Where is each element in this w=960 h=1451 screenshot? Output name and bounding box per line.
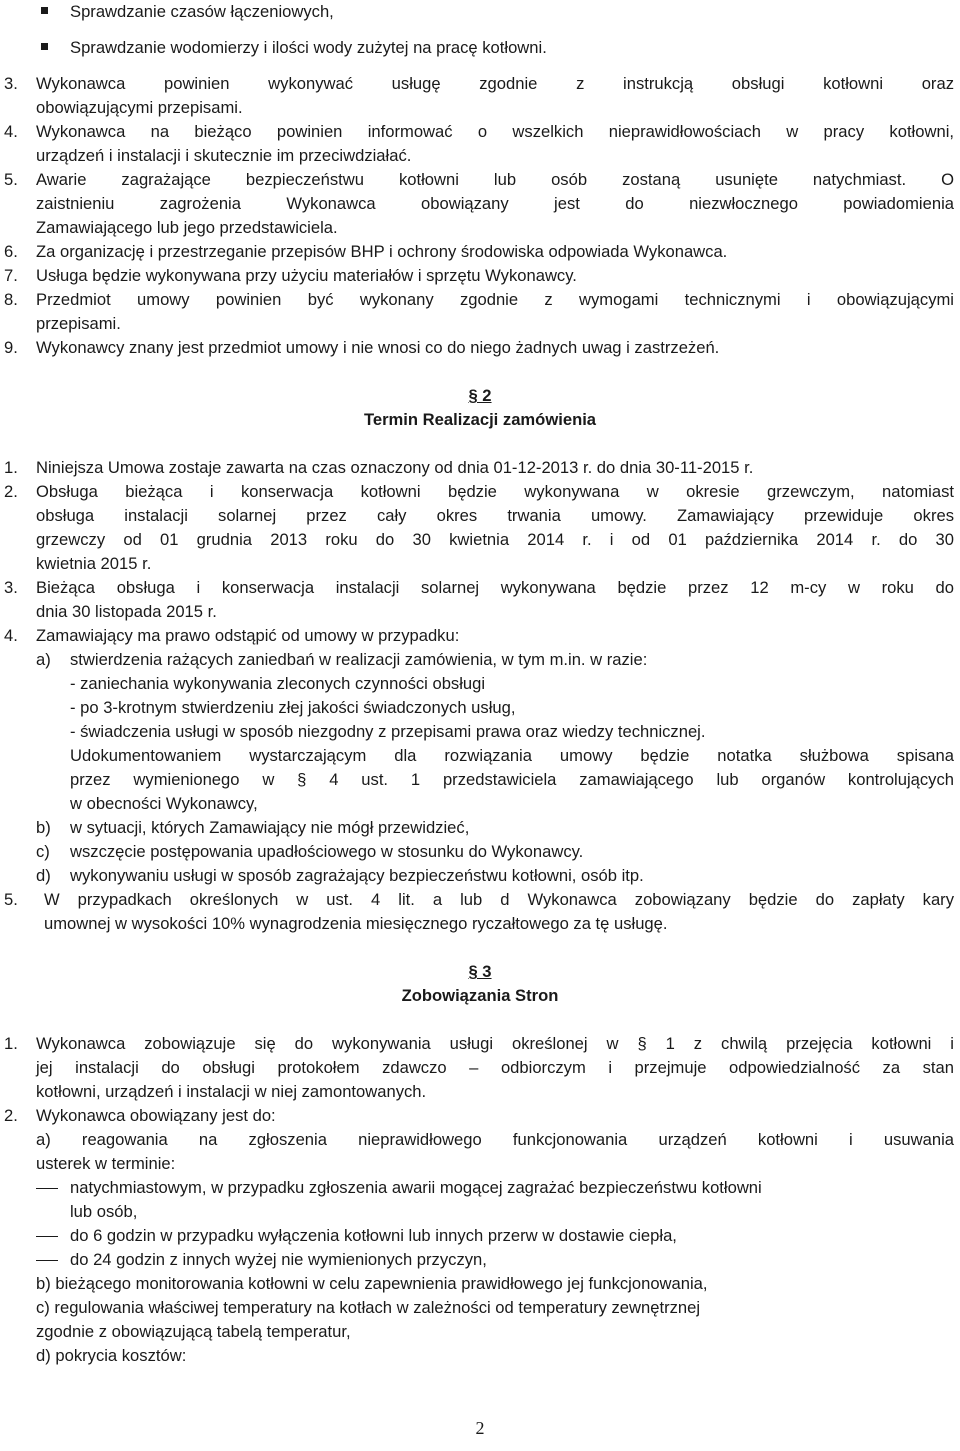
- item-text-line: Za organizację i przestrzeganie przepisów BHP i ochrony środowiska odpowiada Wykonawca.: [36, 242, 728, 261]
- sub-item-text: c) regulowania właściwej temperatury na kotłach w zależności od temperatury zewnętrznej: [36, 1298, 701, 1317]
- item-text-line: Przedmiot umowy powinien być wykonany zgodnie z wymogami technicznymi i obowiązującymi: [36, 290, 954, 309]
- item-text-line: Wykonawca na bieżąco powinien informować o wszelkich nieprawidłowościach w pracy kotłowni,: [36, 122, 954, 141]
- item-number: 4.: [4, 122, 18, 141]
- dash-item: do 6 godzin w przypadku wyłączenia kotłowni lub innych przerw w dostawie ciepła,: [70, 1226, 677, 1245]
- sub-item-text: usterek w terminie:: [36, 1154, 176, 1173]
- item-number: 3.: [4, 578, 18, 597]
- sub-item-text: a) reagowania na zgłoszenia nieprawidłowego funkcjonowania urządzeń kotłowni i usuwania: [36, 1130, 954, 1149]
- section-title: Termin Realizacji zamówienia: [363, 410, 597, 429]
- item-text-line: kwietnia 2015 r.: [36, 554, 152, 573]
- dash-item: - świadczenia usługi w sposób niezgodny z przepisami prawa oraz wiedzy technicznej.: [70, 722, 706, 741]
- dash-item: - po 3-krotnym stwierdzeniu złej jakości świadczonych usług,: [70, 698, 516, 717]
- paragraph-line: przez wymienionego w § 4 ust. 1 przedstawiciela zamawiającego lub organów kontrolujących: [70, 770, 954, 789]
- section-number: § 2: [468, 386, 492, 405]
- dash-item: lub osób,: [70, 1202, 138, 1221]
- item-text-line: jej instalacji do obsługi protokołem zdawczo – odbiorczym i przejmuje odpowiedzialność za stan: [36, 1058, 954, 1077]
- item-text-line: kotłowni, urządzeń i instalacji w niej zamontowanych.: [36, 1082, 427, 1101]
- item-text-line: Wykonawca powinien wykonywać usługę zgodnie z instrukcją obsługi kotłowni oraz: [36, 74, 954, 93]
- dash-bullet-icon: [36, 1188, 58, 1189]
- sub-item-text: wszczęcie postępowania upadłościowego w stosunku do Wykonawcy.: [70, 842, 584, 861]
- item-text-line: obsługa instalacji solarnej przez cały okres trwania umowy. Zamawiający przewiduje okres: [36, 506, 954, 525]
- paragraph-line: w obecności Wykonawcy,: [70, 794, 258, 813]
- sub-item-text: b) bieżącego monitorowania kotłowni w celu zapewnienia prawidłowego jej funkcjonowania,: [36, 1274, 708, 1293]
- paragraph-line: Udokumentowaniem wystarczającym dla rozwiązania umowy będzie notatka służbowa spisana: [70, 746, 954, 765]
- item-text-line: urządzeń i instalacji i skutecznie im przeciwdziałać.: [36, 146, 412, 165]
- item-number: 1.: [4, 1034, 18, 1053]
- item-text-line: zaistnieniu zagrożenia Wykonawca obowiązany jest do niezwłocznego powiadomienia: [36, 194, 954, 213]
- item-number: 7.: [4, 266, 18, 285]
- item-number: 2.: [4, 482, 18, 501]
- item-text-line: obowiązującymi przepisami.: [36, 98, 243, 117]
- square-bullet-icon: [41, 7, 48, 14]
- item-number: 4.: [4, 626, 18, 645]
- item-text-line: Wykonawca zobowiązuje się do wykonywania usługi określonej w § 1 z chwilą przejęcia kotłowni i: [36, 1034, 954, 1053]
- dash-item: natychmiastowym, w przypadku zgłoszenia awarii mogącej zagrażać bezpieczeństwu kotłowni: [70, 1178, 762, 1197]
- sub-item-text: stwierdzenia rażących zaniedbań w realizacji zamówienia, w tym m.in. w razie:: [70, 650, 648, 669]
- item-number: 5.: [4, 170, 18, 189]
- dash-item: do 24 godzin z innych wyżej nie wymienionych przyczyn,: [70, 1250, 487, 1269]
- sub-item-text: wykonywaniu usługi w sposób zagrażający bezpieczeństwu kotłowni, osób itp.: [70, 866, 644, 885]
- item-text-line: Obsługa bieżąca i konserwacja kotłowni będzie wykonywana w okresie grzewczym, natomiast: [36, 482, 954, 501]
- page-number: 2: [475, 1418, 485, 1438]
- section-number: § 3: [468, 962, 492, 981]
- square-bullet-icon: [41, 43, 48, 50]
- item-text-line: Awarie zagrażające bezpieczeństwu kotłowni lub osób zostaną usunięte natychmiast. O: [36, 170, 954, 189]
- item-text-line: Usługa będzie wykonywana przy użyciu materiałów i sprzętu Wykonawcy.: [36, 266, 577, 285]
- dash-item: - zaniechania wykonywania zleconych czynności obsługi: [70, 674, 486, 693]
- sub-item-label: c): [36, 842, 50, 861]
- section-title: Zobowiązania Stron: [401, 986, 559, 1005]
- item-number: 2.: [4, 1106, 18, 1125]
- item-number: 9.: [4, 338, 18, 357]
- item-number: 8.: [4, 290, 18, 309]
- item-text-line: Niniejsza Umowa zostaje zawarta na czas oznaczony od dnia 01-12-2013 r. do dnia 30-11-2015 r.: [36, 458, 754, 477]
- item-number: 1.: [4, 458, 18, 477]
- item-text-line: grzewczy od 01 grudnia 2013 roku do 30 kwietnia 2014 r. i od 01 października 2014 r. do 30: [36, 530, 954, 549]
- sub-item-text: d) pokrycia kosztów:: [36, 1346, 187, 1365]
- dash-bullet-icon: [36, 1260, 58, 1261]
- item-text-line: Zamawiający ma prawo odstąpić od umowy w przypadku:: [36, 626, 460, 645]
- item-text-line: dnia 30 listopada 2015 r.: [36, 602, 217, 621]
- item-text-line: Wykonawca obowiązany jest do:: [36, 1106, 276, 1125]
- item-text-line: Wykonawcy znany jest przedmiot umowy i nie wnosi co do niego żadnych uwag i zastrzeżeń.: [36, 338, 720, 357]
- item-text-line: Zamawiającego lub jego przedstawiciela.: [36, 218, 338, 237]
- bullet-item: Sprawdzanie wodomierzy i ilości wody zużytej na pracę kotłowni.: [70, 38, 547, 57]
- sub-item-label: a): [36, 650, 51, 669]
- item-text-line: umownej w wysokości 10% wynagrodzenia miesięcznego ryczałtowego za tę usługę.: [44, 914, 668, 933]
- item-number: 5.: [4, 890, 18, 909]
- item-number: 6.: [4, 242, 18, 261]
- sub-item-label: d): [36, 866, 51, 885]
- bullet-item: Sprawdzanie czasów łączeniowych,: [70, 2, 334, 21]
- item-text-line: W przypadkach określonych w ust. 4 lit. a lub d Wykonawca zobowiązany będzie do zapłaty kary: [44, 890, 954, 909]
- item-number: 3.: [4, 74, 18, 93]
- sub-item-label: b): [36, 818, 51, 837]
- sub-item-text: w sytuacji, których Zamawiający nie mógł przewidzieć,: [70, 818, 470, 837]
- sub-item-text: zgodnie z obowiązującą tabelą temperatur,: [36, 1322, 351, 1341]
- item-text-line: przepisami.: [36, 314, 121, 333]
- item-text-line: Bieżąca obsługa i konserwacja instalacji solarnej wykonywana będzie przez 12 m-cy w roku do: [36, 578, 954, 597]
- dash-bullet-icon: [36, 1236, 58, 1237]
